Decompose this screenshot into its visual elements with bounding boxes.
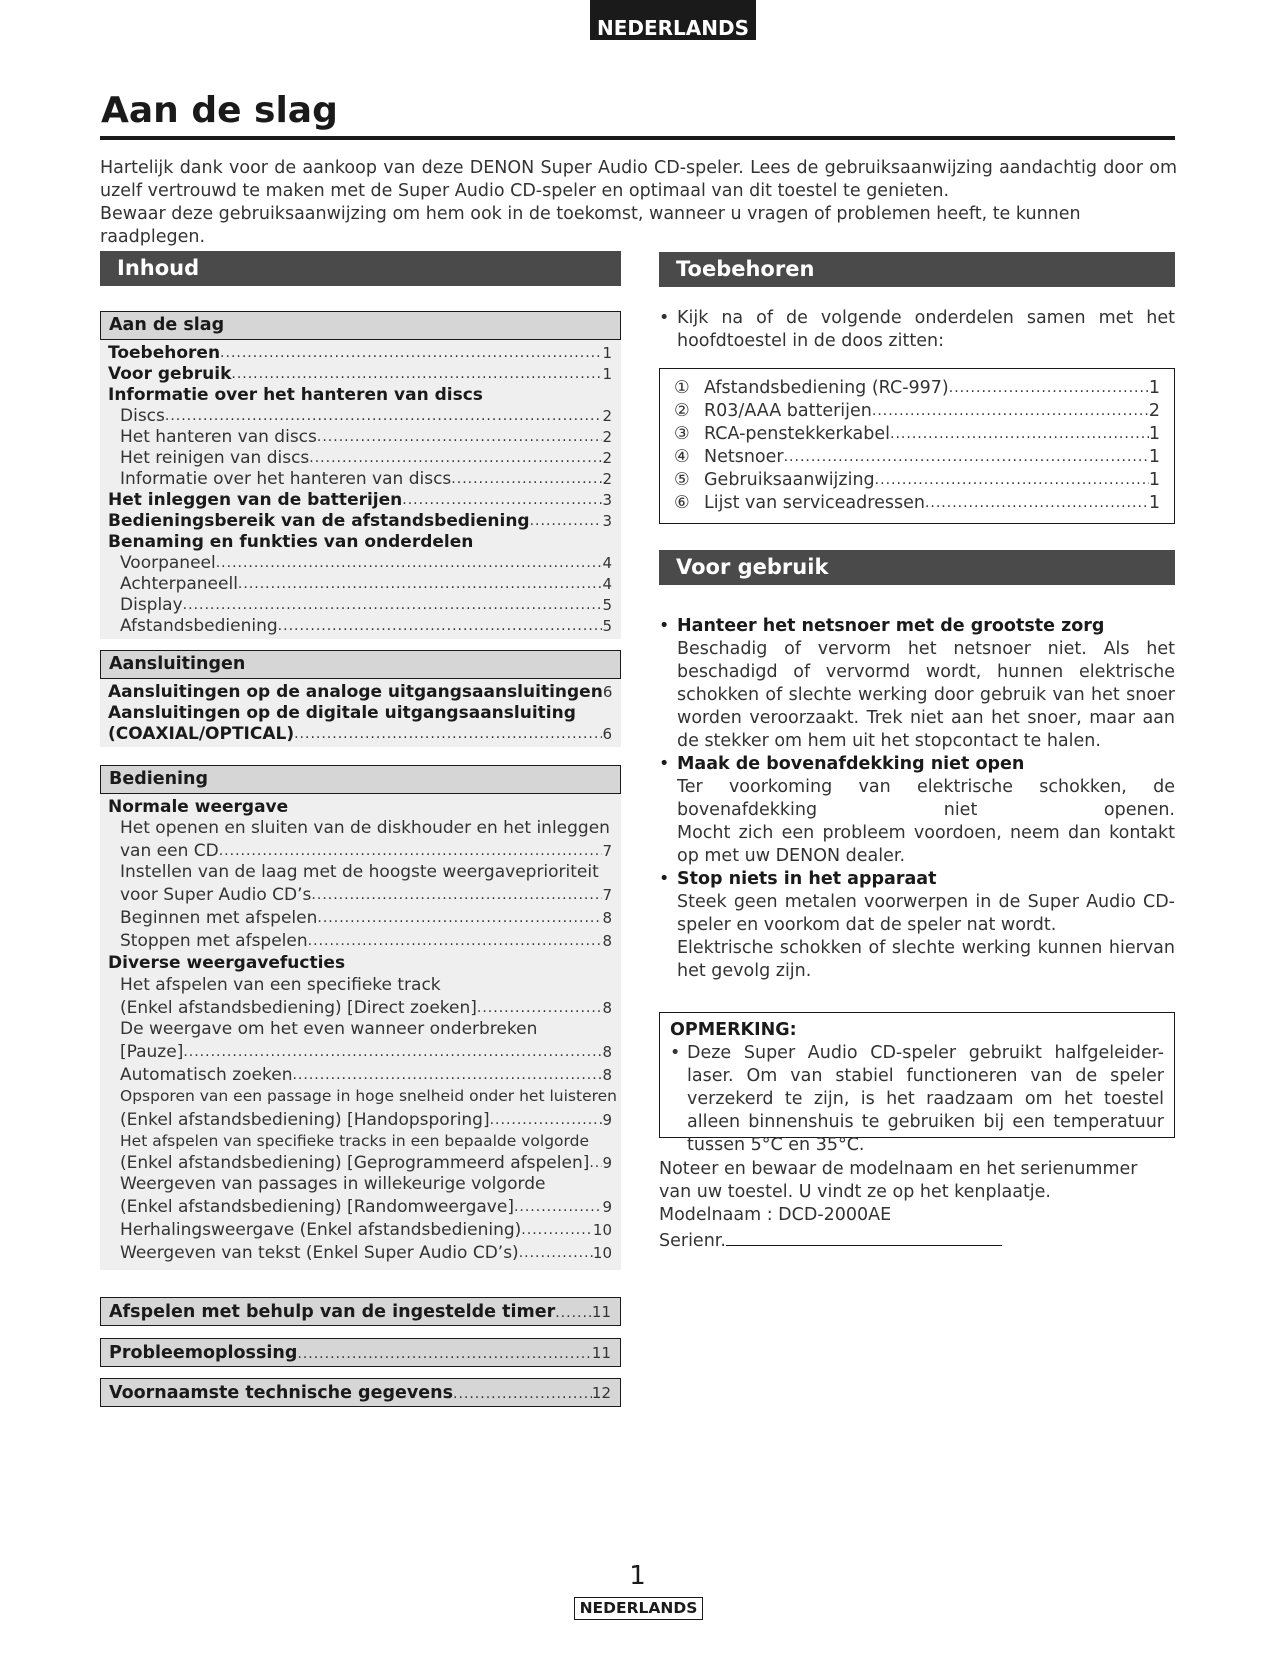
list-item: ③ RCA-penstekkerkabel ..... 1 <box>674 423 1160 446</box>
toc-entry-troubleshooting[interactable]: Probleemoplossing ..... 11 <box>100 1338 621 1367</box>
bullet-icon: • <box>659 616 670 636</box>
accessories-heading: Toebehoren <box>659 252 1175 287</box>
intro-text <box>100 157 1177 249</box>
list-item: ⑤ Gebruiksaanwijzing ..... 1 <box>674 469 1160 492</box>
record-text: Noteer en bewaar de modelnaam en het serienummer van uw toestel. U vindt ze op het kenplaatje. <box>659 1159 1138 1202</box>
toc-subheading: Diverse weergavefucties <box>108 953 346 973</box>
page-title: Aan de slag <box>101 90 338 131</box>
toc-entry[interactable]: Voorpaneel ..... 4 <box>108 553 612 574</box>
language-footer: NEDERLANDS <box>574 1597 703 1620</box>
bullet-icon: • <box>659 869 670 889</box>
toc-entry[interactable]: Aansluitingen op de analoge uitgangsaansluitingen 6 <box>108 682 612 702</box>
toc-group-aan-de-slag <box>100 311 621 639</box>
toc-entry[interactable]: Toebehoren ..... 1 <box>108 343 612 364</box>
toc-entry[interactable]: voor Super Audio CD’s ..... 7 <box>108 884 612 906</box>
toc-entry[interactable]: (Enkel afstandsbediening) [Handopsporing] ..... 9 <box>108 1108 612 1131</box>
toc-subheading: Normale weergave <box>108 797 289 817</box>
list-item: ⑥ Lijst van serviceadressen ..... 1 <box>674 492 1160 515</box>
toc-entry[interactable]: Herhalingsweergave (Enkel afstandsbediening) ..... 10 <box>108 1218 612 1241</box>
warning-body: Elektrische schokken of slechte werking kunnen hiervan het gevolg zijn. <box>677 938 1175 981</box>
toc-entry-specifications[interactable]: Voornaamste technische gegevens ..... 12 <box>100 1378 621 1407</box>
toc-entry-line: Aansluitingen op de digitale uitgangsaansluiting <box>108 703 576 723</box>
note-body: Deze Super Audio CD-speler gebruikt halfgeleider-laser. Om van stabiel functioneren van de speler verzekerd te zijn, is het raadzaam om het toestel alleen binnenshuis te gebruiken bij een temperatuur tussen 5°C en 35°C. <box>687 1043 1164 1155</box>
note-box <box>659 1012 1175 1155</box>
before-use-warnings <box>659 615 1175 983</box>
model-record <box>659 1158 1175 1253</box>
toc-subheading: Informatie over het hanteren van discs <box>108 385 483 405</box>
warning-item <box>659 868 1175 983</box>
toc-entry[interactable]: Weergeven van tekst (Enkel Super Audio CD’s) ..... 10 <box>108 1241 612 1264</box>
list-item: ② R03/AAA batterijen ..... 2 <box>674 400 1160 423</box>
warning-title: Maak de bovenafdekking niet open <box>677 754 1025 774</box>
model-name: Modelnaam : DCD-2000AE <box>659 1205 892 1225</box>
toc-entry[interactable]: Beginnen met afspelen ..... 8 <box>108 906 612 929</box>
toc-entry-line: Het openen en sluiten van de diskhouder en het inleggen <box>120 818 610 838</box>
toc-entry-line: De weergave om het even wanneer onderbreken <box>120 1019 538 1039</box>
toc-entry[interactable]: Display ..... 5 <box>108 595 612 616</box>
list-item: ① Afstandsbediening (RC-997) ..... 1 <box>674 377 1160 400</box>
toc-entry-line: Weergeven van passages in willekeurige volgorde <box>120 1174 546 1194</box>
toc-entry[interactable]: Stoppen met afspelen ..... 8 <box>108 929 612 952</box>
toc-entry-line: Het afspelen van specifieke tracks in een bepaalde volgorde <box>120 1132 589 1150</box>
title-rule <box>100 136 1175 140</box>
toc-entry[interactable]: (Enkel afstandsbediening) [Direct zoeken] ..... 8 <box>108 997 612 1019</box>
intro-paragraph-1: Hartelijk dank voor de aankoop van deze DENON Super Audio CD-speler. Lees de gebruiksaanwijzing aandachtig door om uzelf vertrouwd te maken met de Super Audio CD-speler en optimaal van dit toestel te genieten. <box>100 158 1177 201</box>
warning-item <box>659 615 1175 753</box>
language-tab: NEDERLANDS <box>590 0 756 40</box>
toc-entry[interactable]: Het reinigen van discs ..... 2 <box>108 448 612 469</box>
toc-entry[interactable]: Bedieningsbereik van de afstandsbediening ..... 3 <box>108 511 612 532</box>
note-title: OPMERKING: <box>670 1020 797 1040</box>
warning-body: Beschadig of vervorm het netsnoer niet. Als het beschadigd of vervormd wordt, hunnen elektrische schokken of slechte werking door gebruik van het snoer worden veroorzaakt. Trek niet aan het snoer, maar aan de stekker om hem uit het stopcontact te halen. <box>677 639 1175 751</box>
toc-entry[interactable]: Afstandsbediening ..... 5 <box>108 616 612 637</box>
toc-group-title: Aansluitingen <box>100 650 621 679</box>
bullet-icon: • <box>670 1043 681 1063</box>
toc-entry[interactable]: Achterpaneell ..... 4 <box>108 574 612 595</box>
toc-entry-line: Het afspelen van een specifieke track <box>120 975 441 995</box>
toc-group-bediening <box>100 765 621 1270</box>
toc-entry-line: Opsporen van een passage in hoge snelheid onder het luisteren <box>120 1087 617 1105</box>
toc-entry[interactable]: (COAXIAL/OPTICAL) ..... 6 <box>108 724 612 745</box>
page-number: 1 <box>629 1561 646 1591</box>
toc-entry[interactable]: van een CD ..... 7 <box>108 840 612 862</box>
serial-number-field[interactable] <box>726 1227 1002 1246</box>
before-use-heading: Voor gebruik <box>659 550 1175 585</box>
accessories-list <box>659 368 1175 524</box>
toc-group-title: Bediening <box>100 765 621 794</box>
accessories-intro: • Kijk na of de volgende onderdelen samen met het hoofdtoestel in de doos zitten: <box>659 308 1175 351</box>
toc-entry[interactable]: Discs ..... 2 <box>108 406 612 427</box>
bullet-icon: • <box>659 754 670 774</box>
toc-group-title: Aan de slag <box>100 311 621 340</box>
warning-body: Steek geen metalen voorwerpen in de Super Audio CD-speler en voorkom dat de speler nat wordt. <box>677 892 1175 935</box>
bullet-icon: • <box>659 308 670 328</box>
toc-entry[interactable]: (Enkel afstandsbediening) [Geprogrammeerd afspelen] ..... 9 <box>108 1152 612 1174</box>
warning-item <box>659 753 1175 868</box>
toc-subheading: Benaming en funkties van onderdelen <box>108 532 474 552</box>
serial-label: Serienr. <box>659 1231 726 1251</box>
warning-body: Mocht zich een probleem voordoen, neem dan kontakt op met uw DENON dealer. <box>677 823 1175 866</box>
toc-entry[interactable]: Voor gebruik ..... 1 <box>108 364 612 385</box>
warning-title: Stop niets in het apparaat <box>677 869 937 889</box>
toc-entry-timer[interactable]: Afspelen met behulp van de ingestelde timer ..... 11 <box>100 1297 621 1326</box>
warning-title: Hanteer het netsnoer met de grootste zorg <box>677 616 1105 636</box>
toc-entry[interactable]: Automatisch zoeken ..... 8 <box>108 1063 612 1086</box>
toc-entry[interactable]: Het hanteren van discs ..... 2 <box>108 427 612 448</box>
toc-entry[interactable]: (Enkel afstandsbediening) [Randomweergave] ..... 9 <box>108 1196 612 1218</box>
warning-body: Ter voorkoming van elektrische schokken, de bovenafdekking niet openen. <box>677 777 1175 820</box>
toc-heading: Inhoud <box>100 251 621 286</box>
list-item: ④ Netsnoer ..... 1 <box>674 446 1160 469</box>
toc-entry-line: Instellen van de laag met de hoogste weergaveprioriteit <box>120 862 599 882</box>
intro-paragraph-2: Bewaar deze gebruiksaanwijzing om hem ook in de toekomst, wanneer u vragen of problemen heeft, te kunnen raadplegen. <box>100 204 1081 247</box>
toc-group-aansluitingen <box>100 650 621 747</box>
toc-entry[interactable]: Informatie over het hanteren van discs ..... 2 <box>108 469 612 490</box>
toc-entry[interactable]: Het inleggen van de batterijen ..... 3 <box>108 490 612 511</box>
toc-entry[interactable]: [Pauze] ..... 8 <box>108 1041 612 1063</box>
